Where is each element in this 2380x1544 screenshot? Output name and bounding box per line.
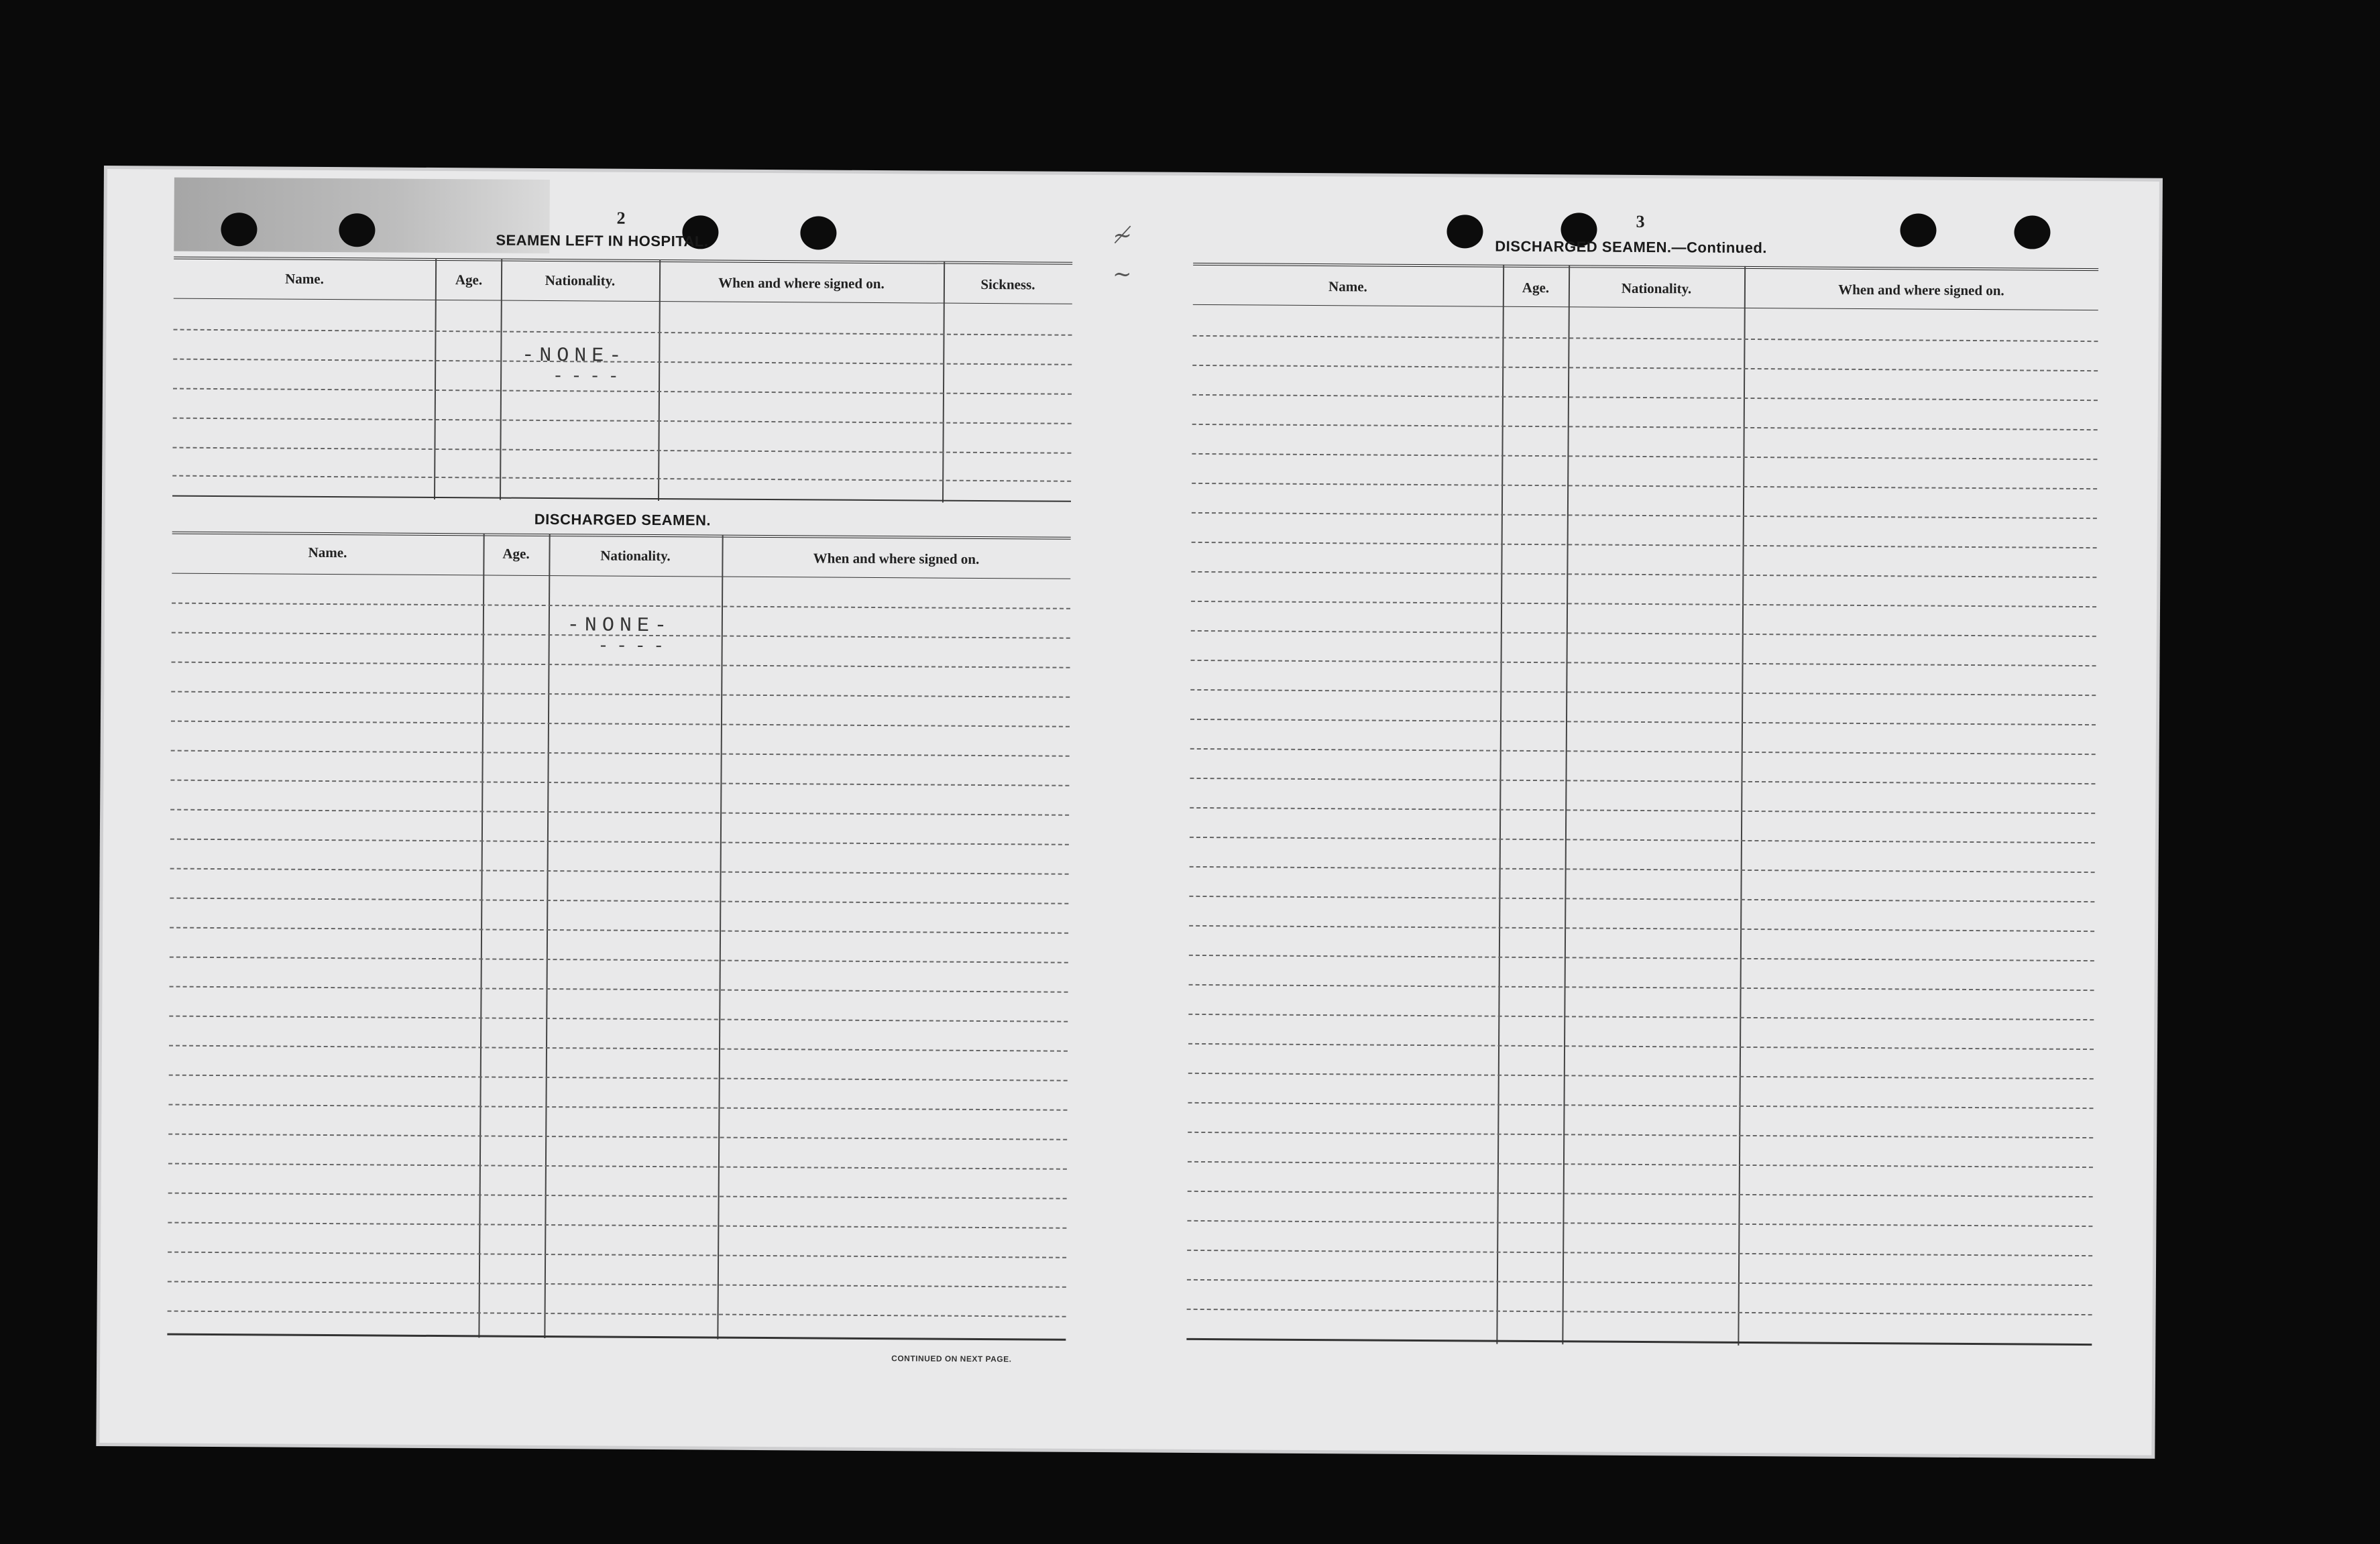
section-title-suffix: —Continued.	[1671, 239, 1768, 257]
hospital-table	[172, 257, 1072, 503]
discharged-continued-table	[1186, 263, 2098, 1348]
punch-hole	[1900, 213, 1936, 247]
col-header-name: Name.	[1328, 278, 1367, 295]
section-title-discharged-continued	[1495, 238, 1767, 257]
col-header-name: Name.	[285, 270, 324, 287]
page-number: 2	[616, 208, 626, 228]
punch-hole	[2014, 215, 2050, 249]
col-header-age: Age.	[1522, 279, 1550, 296]
continued-footnote: CONTINUED ON NEXT PAGE.	[891, 1354, 1012, 1364]
document-sheet	[99, 169, 2159, 1456]
discharged-table	[167, 532, 1070, 1342]
punch-hole	[1447, 215, 1483, 248]
col-header-signed-on: When and where signed on.	[1838, 281, 2004, 299]
page-number: 3	[1636, 211, 1645, 232]
col-header-signed-on: When and where signed on.	[813, 550, 980, 567]
col-header-age: Age.	[502, 545, 530, 562]
typed-none: -NONE-	[522, 344, 627, 368]
col-header-nationality: Nationality.	[1621, 280, 1692, 297]
typed-none: -NONE-	[567, 614, 672, 638]
col-header-sickness: Sickness.	[980, 276, 1035, 293]
section-title-text: DISCHARGED SEAMEN.	[1495, 237, 1672, 256]
section-title-hospital: SEAMEN LEFT IN HOSPITAL.	[496, 231, 709, 250]
punch-hole	[339, 213, 375, 247]
gutter-mark: ∼	[1112, 261, 1132, 288]
col-header-nationality: Nationality.	[600, 547, 671, 565]
punch-hole	[221, 213, 257, 246]
gutter-mark: ≁	[1113, 222, 1133, 249]
col-header-nationality: Nationality.	[545, 272, 616, 289]
section-title-discharged: DISCHARGED SEAMEN.	[534, 510, 712, 529]
col-header-age: Age.	[455, 272, 483, 288]
typed-underline: ----	[598, 636, 673, 657]
punch-hole	[800, 216, 836, 249]
typed-underline: ----	[553, 366, 627, 387]
col-header-name: Name.	[308, 544, 347, 561]
col-header-signed-on: When and where signed on.	[718, 274, 885, 292]
